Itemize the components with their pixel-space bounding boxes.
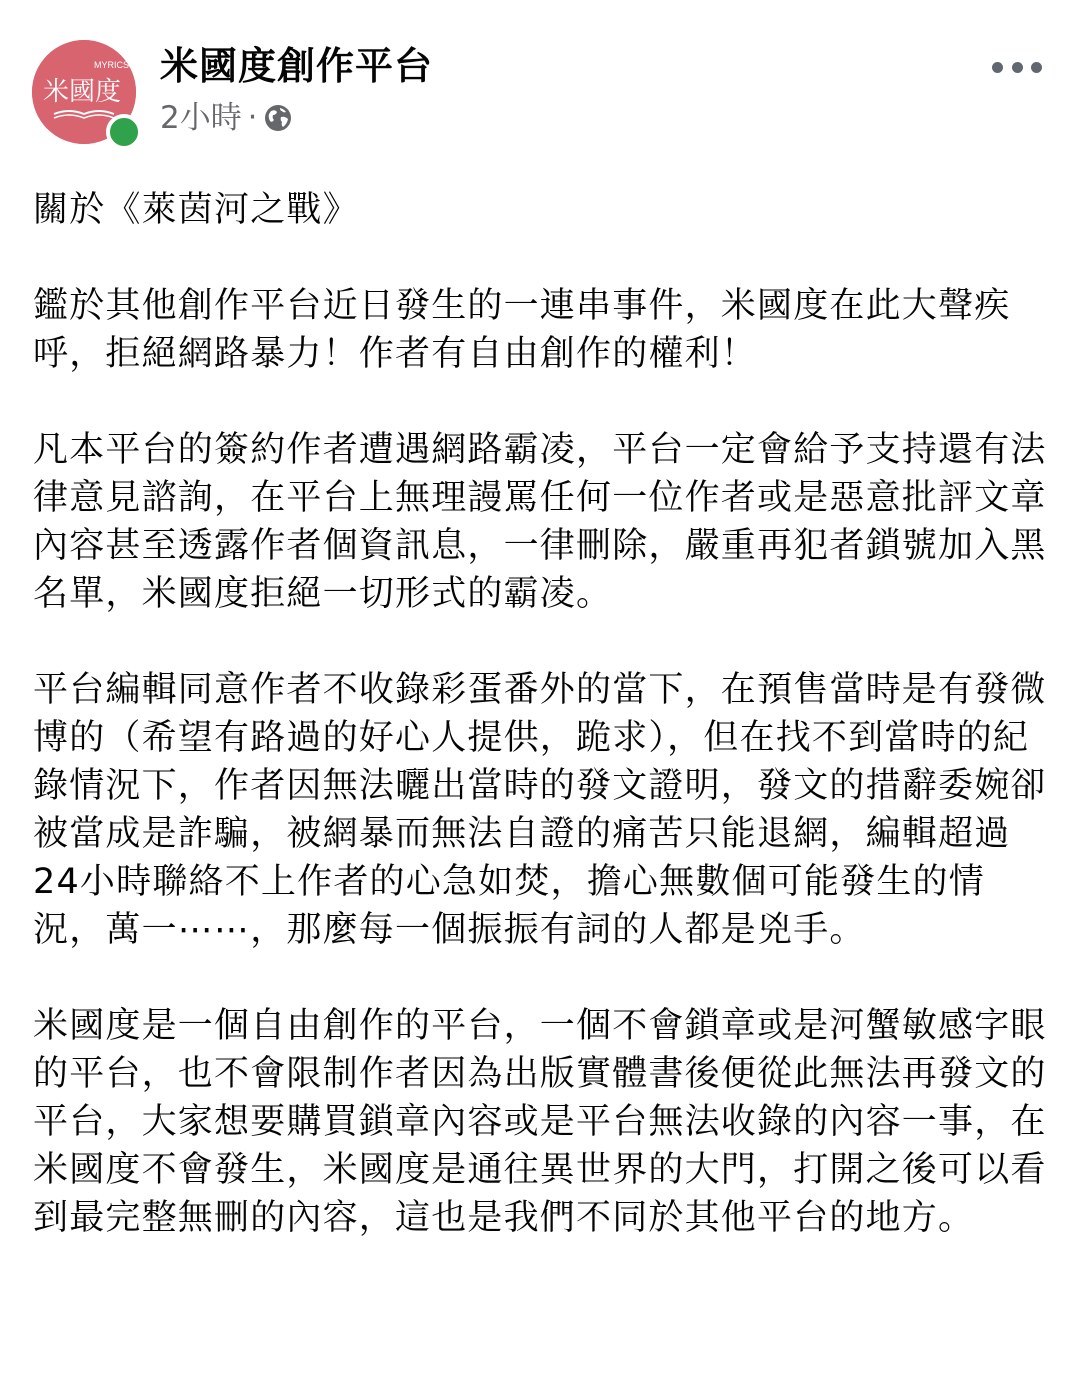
logo-text: 米國度 xyxy=(42,77,122,107)
post-meta xyxy=(160,96,293,140)
page-name-link[interactable]: 米國度創作平台 xyxy=(160,44,434,88)
post-paragraph: 鑑於其他創作平台近日發生的一連串事件，米國度在此大聲疾呼，拒絕網路暴力！作者有自由創作的權利！ xyxy=(33,286,1011,374)
more-options-icon xyxy=(992,62,1003,73)
post-title: 關於《萊茵河之戰》 xyxy=(33,190,359,230)
page-avatar[interactable] xyxy=(32,40,136,144)
more-options-icon xyxy=(1012,62,1023,73)
post-paragraph: 凡本平台的簽約作者遭遇網路霸凌，平台一定會給予支持還有法律意見諮詢，在平台上無理謾罵任何一位作者或是惡意批評文章內容甚至透露作者個資訊息，一律刪除，嚴重再犯者鎖號加入黑名單，米國度拒絕一切形式的霸凌。 xyxy=(33,430,1047,614)
logo-subtext: MYRICS xyxy=(94,60,130,70)
meta-separator: · xyxy=(247,100,258,135)
post-header xyxy=(32,40,1048,150)
more-options-button[interactable] xyxy=(992,52,1042,82)
online-status-icon xyxy=(106,114,142,150)
post-paragraph: 米國度是一個自由創作的平台，一個不會鎖章或是河蟹敏感字眼的平台，也不會限制作者因為出版實體書後便從此無法再發文的平台，大家想要購買鎖章內容或是平台無法收錄的內容一事，在米國度不會發生，米國度是通往異世界的大門，打開之後可以看到最完整無刪的內容，這也是我們不同於其他平台的地方。 xyxy=(33,1006,1047,1238)
post-body xyxy=(33,186,1053,1290)
globe-icon[interactable] xyxy=(263,103,293,133)
post-paragraph: 平台編輯同意作者不收錄彩蛋番外的當下，在預售當時是有發微博的（希望有路過的好心人提供，跪求），但在找不到當時的紀錄情況下，作者因無法曬出當時的發文證明，發文的措辭委婉卻被當成是詐騙，被網暴而無法自證的痛苦只能退網，編輯超過24小時聯絡不上作者的心急如焚，擔心無數個可能發生的情況，萬一⋯⋯，那麼每一個振振有詞的人都是兇手。 xyxy=(33,670,1047,950)
more-options-icon xyxy=(1031,62,1042,73)
post-timestamp[interactable]: 2小時 xyxy=(160,100,242,136)
